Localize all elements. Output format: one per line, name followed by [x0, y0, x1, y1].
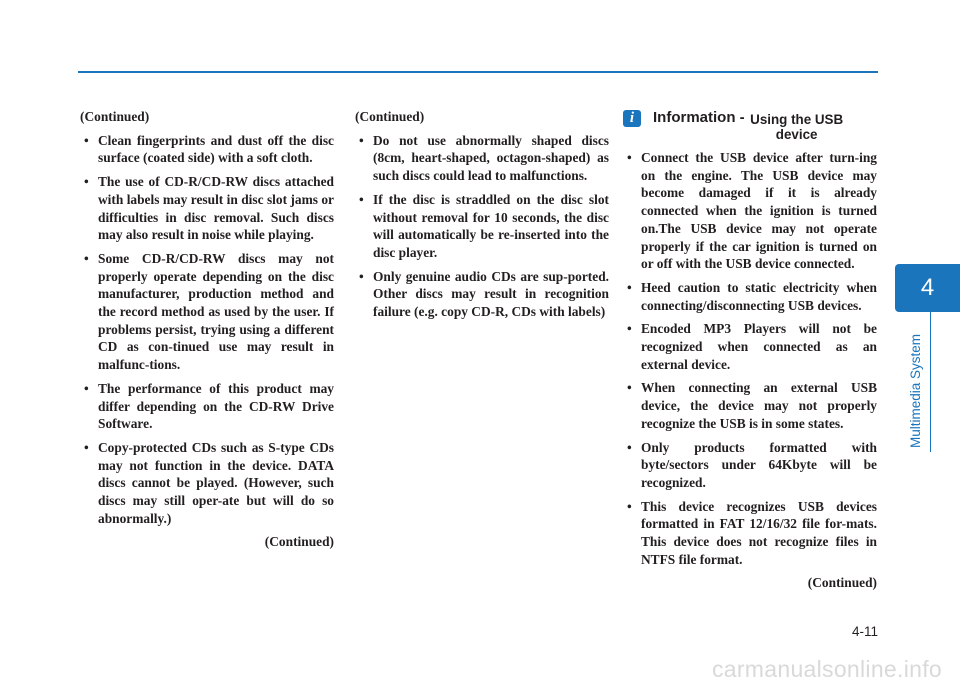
information-icon: i	[623, 110, 641, 127]
list-item: • Connect the USB device after turn-ing on the engine. The USB device may become damaged if it is already connected when the ignition is turned on.The USB device may not operate properly if the car ignition is turned on or off with the USB device connected.	[623, 149, 877, 273]
information-topic: Using the USB device	[750, 112, 844, 142]
list-item: • The performance of this product may differ depending on the CD-RW Drive Software.	[80, 380, 334, 433]
list-item: • Copy-protected CDs such as S-type CDs may not function in the device. DATA discs cannot be played. (However, such discs may still oper-ate but will do so abnormally.)	[80, 439, 334, 528]
list-item: • Clean fingerprints and dust off the disc surface (coated side) with a soft cloth.	[80, 132, 334, 167]
list-item: • Encoded MP3 Players will not be recognized when connected as an external device.	[623, 320, 877, 373]
list-item: • If the disc is straddled on the disc slot without removal for 10 seconds, the disc will automatically be re-inserted into the disc player.	[355, 191, 609, 262]
list-item: • Do not use abnormally shaped discs (8cm, heart-shaped, octagon-shaped) as such discs could lead to malfunctions.	[355, 132, 609, 185]
column-2	[355, 108, 609, 327]
bullet-list	[355, 132, 609, 321]
list-item: • The use of CD-R/CD-RW discs attached with labels may result in disc slot jams or difficulties in disc removal. Such discs may also result in noise while playing.	[80, 173, 334, 244]
watermark: carmanualsonline.info	[711, 656, 942, 682]
sidebar-rule	[930, 312, 931, 452]
chapter-title: Multimedia System	[908, 333, 923, 448]
list-item: • This device recognizes USB devices formatted in FAT 12/16/32 file for-mats. This device does not recognize files in NTFS file format.	[623, 498, 877, 569]
list-item: • Heed caution to static electricity when connecting/disconnecting USB devices.	[623, 279, 877, 314]
page-number: 4-11	[851, 624, 878, 639]
list-item: • Only products formatted with byte/sectors under 64Kbyte will be recognized.	[623, 439, 877, 492]
bullet-list	[80, 132, 334, 528]
continued-footer: (Continued)	[807, 575, 877, 591]
chapter-tab: 4	[895, 264, 960, 312]
information-label: Information -	[653, 109, 745, 126]
continued-heading: (Continued)	[80, 109, 150, 124]
column-3	[623, 108, 877, 592]
column-1	[80, 108, 334, 551]
bullet-list	[623, 149, 877, 568]
list-item: • Some CD-R/CD-RW discs may not properly operate depending on the disc manufacturer, production method and the record method as used by the user. If problems persist, trying using a different CD as con-tinued use may result in malfunc-tions.	[80, 250, 334, 374]
header-rule	[78, 71, 878, 73]
list-item: • Only genuine audio CDs are sup-ported. Other discs may result in recognition failure (e.g. copy CD-R, CDs with labels)	[355, 268, 609, 321]
continued-heading: (Continued)	[355, 109, 425, 124]
list-item: • When connecting an external USB device, the device may not properly recognize the USB is in some states.	[623, 379, 877, 432]
continued-footer: (Continued)	[264, 534, 334, 550]
information-header	[623, 108, 877, 142]
